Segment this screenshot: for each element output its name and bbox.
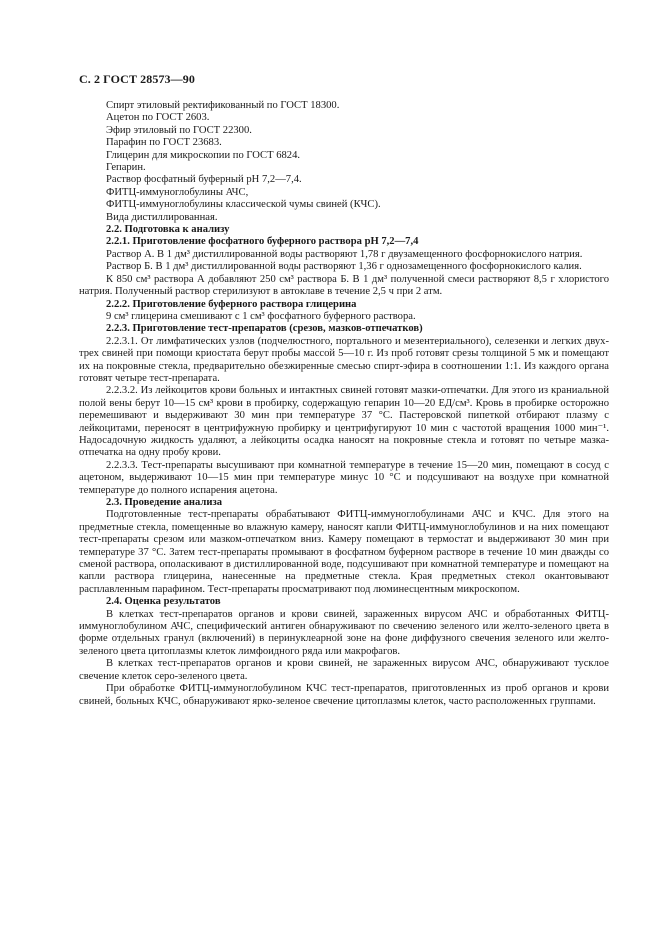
paragraph-2-4-1: В клетках тест-препаратов органов и крови свиней, зараженных вирусом АЧС и обработанных ФИТЦ-иммуноглобулином АЧС, специфический антиген обнаруживают по свечению зеленого или желто-зеленого цвета в форме отдельных гранул (включений) в перинуклеарной зоне на фоне диффузного свечения зеленого или желто-зеленого цвета цитоплазмы клеток лимфоидного ряда или макрофагов. [79, 608, 609, 657]
reagent-item: ФИТЦ-иммуноглобулины классической чумы свиней (КЧС). [106, 199, 381, 211]
reagent-item: Ацетон по ГОСТ 2603. [106, 112, 210, 124]
paragraph-2-2-3-2: 2.2.3.2. Из лейкоцитов крови больных и интактных свиней готовят мазки-отпечатки. Для этого из краниальной полой вены берут 10—15 см³ крови в пробирку, содержащую гепарин 10—20 ЕД/см³. Кровь в пробирке осторожно перемешивают и выдерживают 30 мин при температуре 37 °С. Пастеровской пипеткой отбирают плазму с лейкоцитами, переносят в центрифужную пробирку и центрифугируют 10 мин с частотой вращения 1000 мин⁻¹. Надосадочную жидкость удаляют, а лейкоциты осадка наносят на покровные стекла и готовят по четыре мазка-отпечатка на одну пробу крови. [79, 385, 609, 459]
reagent-item: Эфир этиловый по ГОСТ 22300. [106, 124, 252, 136]
section-heading-2-3: 2.3. Проведение анализа [106, 497, 222, 508]
section-heading-2-4: 2.4. Оценка результатов [106, 596, 221, 608]
reagent-item: Гепарин. [106, 162, 146, 174]
reagent-item: Вида дистиллированная. [106, 211, 218, 223]
paragraph-2-4-3: При обработке ФИТЦ-иммуноглобулином КЧС тест-препаратов, приготовленных из проб органов и крови свиней, больных КЧС, обнаруживают ярко-зеленое свечение цитоплазмы клеток, часто расположенных группами. [79, 683, 609, 707]
reagent-item: Парафин по ГОСТ 23683. [106, 137, 222, 149]
reagent-list [79, 100, 609, 224]
paragraph-solution-a: Раствор А. В 1 дм³ дистиллированной воды растворяют 1,78 г двузамещенного фосфорнокислого натрия. [106, 248, 583, 260]
paragraph-mix: К 850 см³ раствора А добавляют 250 см³ раствора Б. В 1 дм³ полученной смеси растворяют 8,5 г хлористого натрия. Полученный раствор стерилизуют в автоклаве в течение 2,5 ч при 2 атм. [79, 273, 609, 298]
subsection-heading-2-2-3: 2.2.3. Приготовление тест-препаратов (срезов, мазков-отпечатков) [106, 323, 423, 335]
paragraph-2-2-3-1: 2.2.3.1. От лимфатических узлов (подчелюстного, портального и мезентериального), селезенки и легких двух-трех свиней при помощи криостата берут пробы массой 5—10 г. Из проб готовят срезы толщиной 5 мк и помещают их на покровные стекла, предварительно обезжиренные смесью спирт-эфира в соотношении 1:1. Из каждого органа готовят четыре тест-препарата. [79, 335, 609, 384]
paragraph-2-3: Подготовленные тест-препараты обрабатывают ФИТЦ-иммуноглобулинами АЧС и КЧС. Для этого на предметные стекла, помещенные во влажную камеру, наносят капли ФИТЦ-иммуноглобулинов и на них помещают тест-препараты срезом или мазком-отпечатком вниз. Камеру помещают в термостат и выдерживают 30 мин при температуре 37 °С. Затем тест-препараты промывают в фосфатном буферном растворе в течение 10 мин дважды со сменой раствора, ополаскивают в дистиллированной воде, подсушивают при комнатной температуре и помещают на капли раствора глицерина, нанесенные на предметные стекла. Края предметных стекол окантовывают расплавленным парафином. Тест-препараты просматривают под люминесцентным микроскопом. [79, 509, 609, 595]
paragraph-solution-b: Раствор Б. В 1 дм³ дистиллированной воды растворяют 1,36 г однозамещенного фосфорнокислого калия. [106, 261, 582, 273]
subsection-heading-2-2-1: 2.2.1. Приготовление фосфатного буферного раствора pH 7,2—7,4 [106, 236, 419, 248]
subsection-heading-2-2-2: 2.2.2. Приготовление буферного раствора глицерина [106, 298, 357, 310]
page-header: С. 2 ГОСТ 28573—90 [79, 72, 195, 86]
paragraph-2-4-2: В клетках тест-препаратов органов и крови свиней, не зараженных вирусом АЧС, обнаруживают тусклое свечение клеток серо-зеленого цвета. [79, 658, 609, 682]
document-body [79, 100, 609, 708]
reagent-item: Раствор фосфатный буферный pH 7,2—7,4. [106, 174, 302, 186]
section-heading-2-2: 2.2. Подготовка к анализу [106, 224, 230, 236]
reagent-item: Спирт этиловый ректификованный по ГОСТ 18300. [106, 100, 340, 111]
reagent-item: ФИТЦ-иммуноглобулины АЧС, [106, 186, 249, 198]
reagent-item: Глицерин для микроскопии по ГОСТ 6824. [106, 149, 301, 161]
paragraph-2-2-3-3: 2.2.3.3. Тест-препараты высушивают при комнатной температуре в течение 15—20 мин, помещают в сосуд с ацетоном, выдерживают 10—15 мин при температуре минус 10 °С и подсушивают на воздухе при комнатной температуре до полного испарения ацетона. [79, 459, 609, 496]
paragraph-glycerin: 9 см³ глицерина смешивают с 1 см³ фосфатного буферного раствора. [106, 310, 416, 322]
